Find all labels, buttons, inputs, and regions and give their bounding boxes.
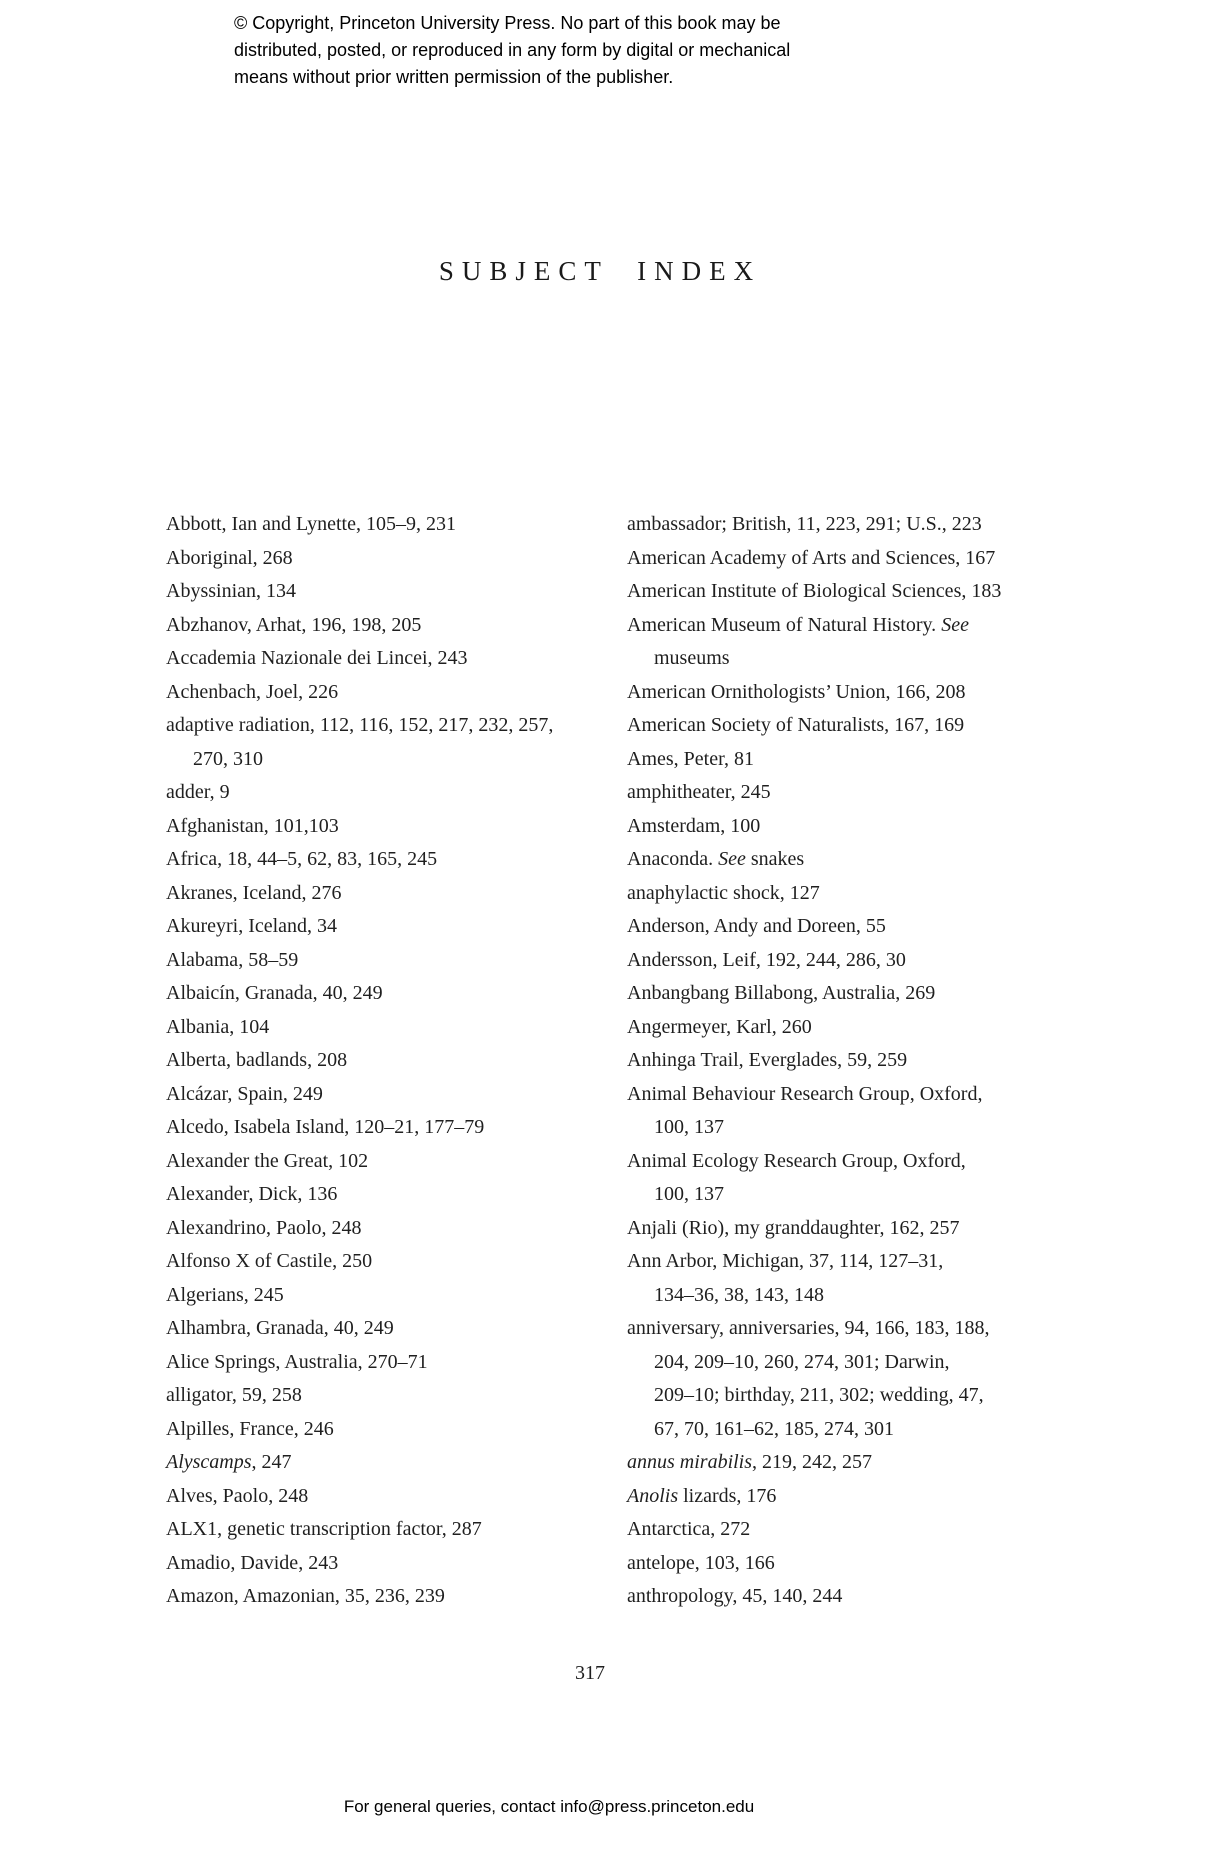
- index-entry: [166, 1279, 646, 1313]
- index-entry-line: Amadio, Davide, 243: [166, 1551, 339, 1574]
- index-entry-line: Albania, 104: [166, 1015, 270, 1038]
- index-entry-line: American Academy of Arts and Sciences, 167: [627, 546, 996, 569]
- index-entry-line: Abbott, Ian and Lynette, 105–9, 231: [166, 513, 456, 535]
- index-entry: [627, 1245, 1107, 1312]
- index-entry: [166, 1413, 646, 1447]
- index-entry: [627, 1547, 1107, 1581]
- index-entry: [627, 676, 1107, 710]
- index-entry: [627, 1011, 1107, 1045]
- index-entry: [166, 1212, 646, 1246]
- index-entry: [627, 709, 1107, 743]
- index-entry: [166, 1513, 646, 1547]
- index-entry-line: Alexander, Dick, 136: [166, 1183, 338, 1205]
- index-entry: [166, 1446, 646, 1480]
- index-entry-line: anniversary, anniversaries, 94, 166, 183, 188,: [627, 1317, 990, 1339]
- index-entry-line: Anbangbang Billabong, Australia, 269: [627, 982, 936, 1004]
- footer-contact: For general queries, contact info@press.princeton.edu: [343, 1797, 755, 1816]
- index-entry-line: Anhinga Trail, Everglades, 59, 259: [627, 1049, 908, 1071]
- index-entry: [627, 1212, 1107, 1246]
- index-entry: [627, 743, 1107, 777]
- index-entry-line: Amazon, Amazonian, 35, 236, 239: [166, 1585, 445, 1607]
- index-entry-line: Akranes, Iceland, 276: [166, 881, 342, 904]
- index-entry: [166, 910, 646, 944]
- index-entry: [627, 944, 1107, 978]
- index-entry: [166, 1078, 646, 1112]
- index-entry: [166, 1346, 646, 1380]
- index-entry: [166, 1245, 646, 1279]
- index-entry-line: Abyssinian, 134: [166, 580, 296, 602]
- index-entry-line: Alabama, 58–59: [166, 948, 299, 971]
- copyright-line: © Copyright, Princeton University Press. No part of this book may be: [234, 13, 781, 33]
- index-entry-line: Angermeyer, Karl, 260: [627, 1015, 812, 1038]
- index-entry-line: Albaicín, Granada, 40, 249: [166, 982, 383, 1004]
- index-entry: [166, 1178, 646, 1212]
- index-entry: [166, 676, 646, 710]
- index-entry: [627, 575, 1107, 609]
- index-entry: [627, 810, 1107, 844]
- index-entry: [166, 810, 646, 844]
- index-entry-line: Ann Arbor, Michigan, 37, 114, 127–31,: [627, 1250, 944, 1272]
- index-entry-line: Achenbach, Joel, 226: [166, 680, 339, 703]
- index-entry: [166, 1145, 646, 1179]
- index-entry: [166, 575, 646, 609]
- index-entry-line: 100, 137: [654, 1116, 724, 1138]
- index-entry-line: Alpilles, France, 246: [166, 1417, 334, 1440]
- index-entry-line: Akureyri, Iceland, 34: [166, 915, 338, 937]
- index-entry: [166, 1312, 646, 1346]
- copyright-line: distributed, posted, or reproduced in any form by digital or mechanical: [234, 40, 791, 60]
- index-entry-line: Animal Ecology Research Group, Oxford,: [627, 1149, 966, 1172]
- index-entry-line: Alfonso X of Castile, 250: [166, 1250, 373, 1272]
- index-entry: [166, 508, 646, 542]
- index-entry-line: anaphylactic shock, 127: [627, 881, 820, 904]
- index-entry-line: museums: [654, 647, 730, 669]
- index-entry: [166, 1011, 646, 1045]
- index-entry: [166, 1547, 646, 1581]
- index-entry-line: American Institute of Biological Sciences, 183: [627, 580, 1002, 602]
- index-entry-line: 270, 310: [193, 747, 263, 770]
- index-entry-line: Alhambra, Granada, 40, 249: [166, 1317, 394, 1339]
- index-entry-line: Alexander the Great, 102: [166, 1149, 369, 1172]
- index-entry-line: Antarctica, 272: [627, 1518, 751, 1540]
- index-column-right: [627, 508, 1107, 1614]
- index-entry: [627, 1312, 1107, 1446]
- index-entry: [627, 1480, 1107, 1514]
- index-entry: [166, 877, 646, 911]
- index-entry: [627, 776, 1107, 810]
- index-entry-line: alligator, 59, 258: [166, 1384, 302, 1406]
- index-entry-line: Andersson, Leif, 192, 244, 286, 30: [627, 948, 906, 971]
- index-entry: [166, 843, 646, 877]
- index-entry-line: adder, 9: [166, 781, 230, 803]
- index-entry: [166, 1044, 646, 1078]
- index-entry: [166, 944, 646, 978]
- index-entry: [166, 1580, 646, 1614]
- index-entry-line: Alcázar, Spain, 249: [166, 1082, 323, 1105]
- index-entry-line: anthropology, 45, 140, 244: [627, 1585, 843, 1607]
- index-entry: [166, 642, 646, 676]
- index-entry-line: Anjali (Rio), my granddaughter, 162, 257: [627, 1216, 960, 1239]
- index-entry-line: adaptive radiation, 112, 116, 152, 217, 232, 257,: [166, 714, 554, 736]
- index-entry-line: Africa, 18, 44–5, 62, 83, 165, 245: [166, 848, 438, 870]
- index-entry-line: Animal Behaviour Research Group, Oxford,: [627, 1082, 983, 1105]
- page-number: 317: [575, 1662, 605, 1684]
- index-entry-line: ALX1, genetic transcription factor, 287: [166, 1518, 482, 1540]
- index-entry: [166, 1480, 646, 1514]
- index-entry: [627, 1145, 1107, 1212]
- copyright-notice: [234, 10, 874, 91]
- index-entry: [166, 542, 646, 576]
- index-entry-line: Anderson, Andy and Doreen, 55: [627, 915, 886, 937]
- index-entry: [627, 542, 1107, 576]
- index-entry-line: annus mirabilis, 219, 242, 257: [627, 1451, 873, 1473]
- index-entry-line: Ames, Peter, 81: [627, 747, 754, 770]
- index-entry: [166, 709, 646, 776]
- index-entry-line: Alice Springs, Australia, 270–71: [166, 1350, 428, 1373]
- index-entry: [627, 609, 1107, 676]
- index-entry: [627, 1513, 1107, 1547]
- index-entry: [627, 1044, 1107, 1078]
- index-entry-line: 209–10; birthday, 211, 302; wedding, 47,: [654, 1384, 984, 1406]
- index-entry-line: Anolis lizards, 176: [627, 1484, 777, 1507]
- index-entry: [166, 1379, 646, 1413]
- index-entry-line: 100, 137: [654, 1183, 724, 1205]
- index-entry: [166, 977, 646, 1011]
- index-entry-line: 67, 70, 161–62, 185, 274, 301: [654, 1417, 894, 1440]
- index-entry: [627, 877, 1107, 911]
- index-entry-line: American Ornithologists’ Union, 166, 208: [627, 680, 966, 703]
- index-entry: [627, 508, 1107, 542]
- index-entry: [166, 1111, 646, 1145]
- index-entry-line: Afghanistan, 101,103: [166, 814, 339, 837]
- index-entry-line: Alyscamps, 247: [166, 1451, 292, 1473]
- index-entry-line: 204, 209–10, 260, 274, 301; Darwin,: [654, 1350, 950, 1373]
- index-entry-line: Algerians, 245: [166, 1283, 284, 1306]
- index-entry: [627, 1446, 1107, 1480]
- copyright-line: means without prior written permission of the publisher.: [234, 67, 674, 87]
- index-entry-line: 134–36, 38, 143, 148: [654, 1283, 824, 1306]
- index-entry-line: Alexandrino, Paolo, 248: [166, 1216, 362, 1239]
- index-entry: [627, 977, 1107, 1011]
- page-title: SUBJECT INDEX: [438, 256, 762, 286]
- index-entry-line: Amsterdam, 100: [627, 814, 761, 837]
- index-entry: [166, 776, 646, 810]
- index-entry-line: Alberta, badlands, 208: [166, 1049, 348, 1071]
- index-entry-line: American Museum of Natural History. See: [627, 613, 969, 636]
- index-entry-line: Aboriginal, 268: [166, 546, 293, 569]
- index-entry-line: antelope, 103, 166: [627, 1551, 775, 1574]
- index-entry: [627, 843, 1107, 877]
- index-entry: [166, 609, 646, 643]
- index-entry-line: Accademia Nazionale dei Lincei, 243: [166, 647, 468, 669]
- index-entry-line: Abzhanov, Arhat, 196, 198, 205: [166, 613, 422, 636]
- index-entry-line: Alcedo, Isabela Island, 120–21, 177–79: [166, 1116, 485, 1138]
- index-entry: [627, 1078, 1107, 1145]
- index-entry: [627, 910, 1107, 944]
- index-entry-line: ambassador; British, 11, 223, 291; U.S., 223: [627, 513, 982, 535]
- index-entry-line: Anaconda. See snakes: [627, 848, 805, 870]
- index-entry-line: Alves, Paolo, 248: [166, 1484, 309, 1507]
- index-entry-line: American Society of Naturalists, 167, 169: [627, 714, 965, 736]
- index-entry: [627, 1580, 1107, 1614]
- index-column-left: [166, 508, 646, 1614]
- index-entry-line: amphitheater, 245: [627, 781, 771, 803]
